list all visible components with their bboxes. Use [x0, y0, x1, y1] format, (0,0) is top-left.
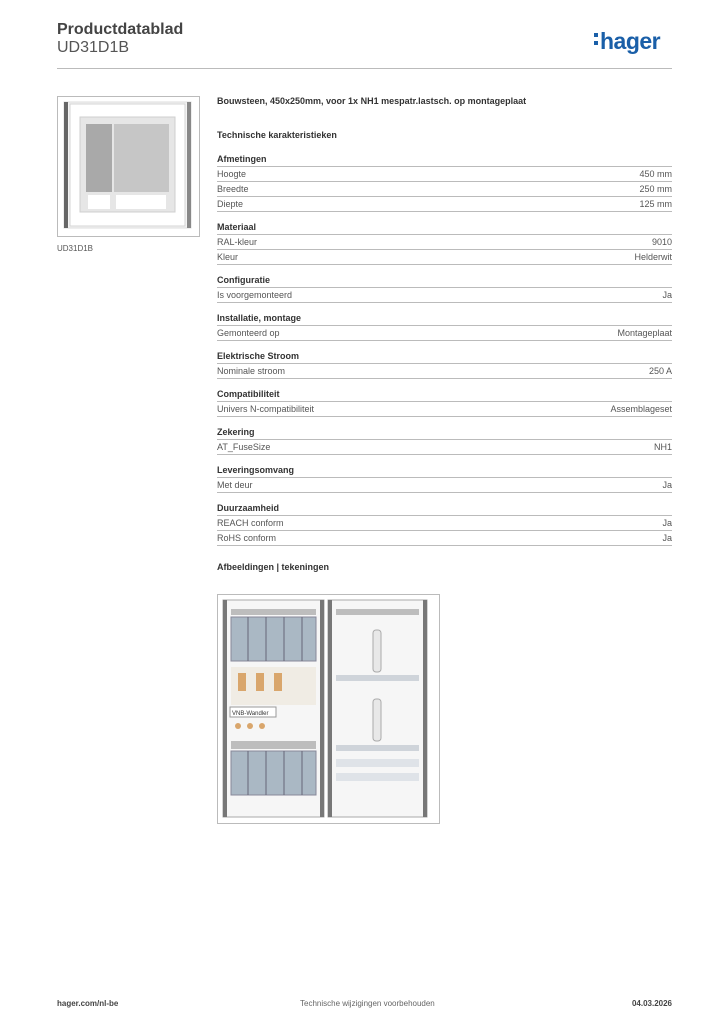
spec-value: 125 mm	[639, 199, 672, 209]
drawings-heading: Afbeeldingen | tekeningen	[217, 562, 330, 572]
tech-heading: Technische karakteristieken	[217, 130, 337, 140]
logo-colon-icon	[594, 28, 598, 45]
spec-row	[217, 288, 672, 303]
section-title: Compatibiliteit	[217, 387, 672, 402]
product-code: UD31D1B	[57, 39, 130, 56]
section-title: Installatie, montage	[217, 311, 672, 326]
spec-value: 250 A	[648, 366, 672, 376]
footer-url: hager.com/nl-be	[57, 999, 119, 1008]
spec-label: Met deur	[217, 480, 253, 490]
spec-row	[217, 235, 672, 250]
spec-section	[217, 501, 672, 546]
spec-row	[217, 250, 672, 265]
section-title: Configuratie	[217, 273, 672, 288]
hager-logo	[594, 28, 660, 55]
spec-row	[217, 364, 672, 379]
spec-label: Hoogte	[217, 169, 247, 179]
spec-row	[217, 440, 672, 455]
page-title: Productdatablad	[57, 21, 184, 38]
spec-value: 9010	[651, 237, 672, 247]
section-title: Elektrische Stroom	[217, 349, 672, 364]
spec-section	[217, 463, 672, 493]
technical-drawing	[217, 594, 440, 824]
spec-section	[217, 220, 672, 265]
section-title: Duurzaamheid	[217, 501, 672, 516]
spec-value: NH1	[653, 442, 672, 452]
spec-value: Ja	[662, 518, 672, 528]
spec-section	[217, 311, 672, 341]
spec-content	[217, 96, 672, 572]
footer-date: 04.03.2026	[631, 999, 672, 1008]
footer-disclaimer: Technische wijzigingen voorbehouden	[300, 999, 435, 1008]
section-title: Afmetingen	[217, 152, 672, 167]
spec-label: RAL-kleur	[217, 237, 258, 247]
spec-row	[217, 531, 672, 546]
header-divider	[57, 68, 672, 69]
vnb-label: VNB-Wandler	[232, 711, 269, 717]
spec-row	[217, 478, 672, 493]
spec-sections	[217, 152, 672, 546]
section-title: Leveringsomvang	[217, 463, 672, 478]
logo-text: hager	[600, 28, 661, 54]
spec-value: Montageplaat	[617, 328, 672, 338]
spec-label: Univers N-compatibiliteit	[217, 404, 315, 414]
spec-row	[217, 167, 672, 182]
spec-row	[217, 197, 672, 212]
spec-label: Nominale stroom	[217, 366, 286, 376]
section-title: Zekering	[217, 425, 672, 440]
enclosure-photo-icon	[58, 97, 199, 236]
spec-label: Kleur	[217, 252, 239, 262]
spec-row	[217, 326, 672, 341]
product-description: Bouwsteen, 450x250mm, voor 1x NH1 mespatr.lastsch. op montageplaat	[217, 96, 527, 106]
spec-row	[217, 516, 672, 531]
spec-section	[217, 387, 672, 417]
spec-label: AT_FuseSize	[217, 442, 271, 452]
spec-label: RoHS conform	[217, 533, 277, 543]
spec-value: Ja	[662, 480, 672, 490]
spec-value: Ja	[662, 533, 672, 543]
spec-section	[217, 273, 672, 303]
spec-value: Assemblageset	[610, 404, 672, 414]
spec-value: Ja	[662, 290, 672, 300]
product-thumbnail	[57, 96, 200, 237]
spec-section	[217, 152, 672, 212]
thumbnail-caption: UD31D1B	[57, 244, 94, 253]
spec-label: REACH conform	[217, 518, 284, 528]
spec-section	[217, 425, 672, 455]
spec-value: Helderwit	[634, 252, 672, 262]
spec-row	[217, 182, 672, 197]
spec-section	[217, 349, 672, 379]
spec-value: 450 mm	[639, 169, 672, 179]
spec-row	[217, 402, 672, 417]
section-title: Materiaal	[217, 220, 672, 235]
spec-label: Is voorgemonteerd	[217, 290, 293, 300]
spec-value: 250 mm	[639, 184, 672, 194]
spec-label: Breedte	[217, 184, 249, 194]
spec-label: Gemonteerd op	[217, 328, 280, 338]
spec-label: Diepte	[217, 199, 244, 209]
enclosure-drawing-icon	[218, 595, 439, 823]
